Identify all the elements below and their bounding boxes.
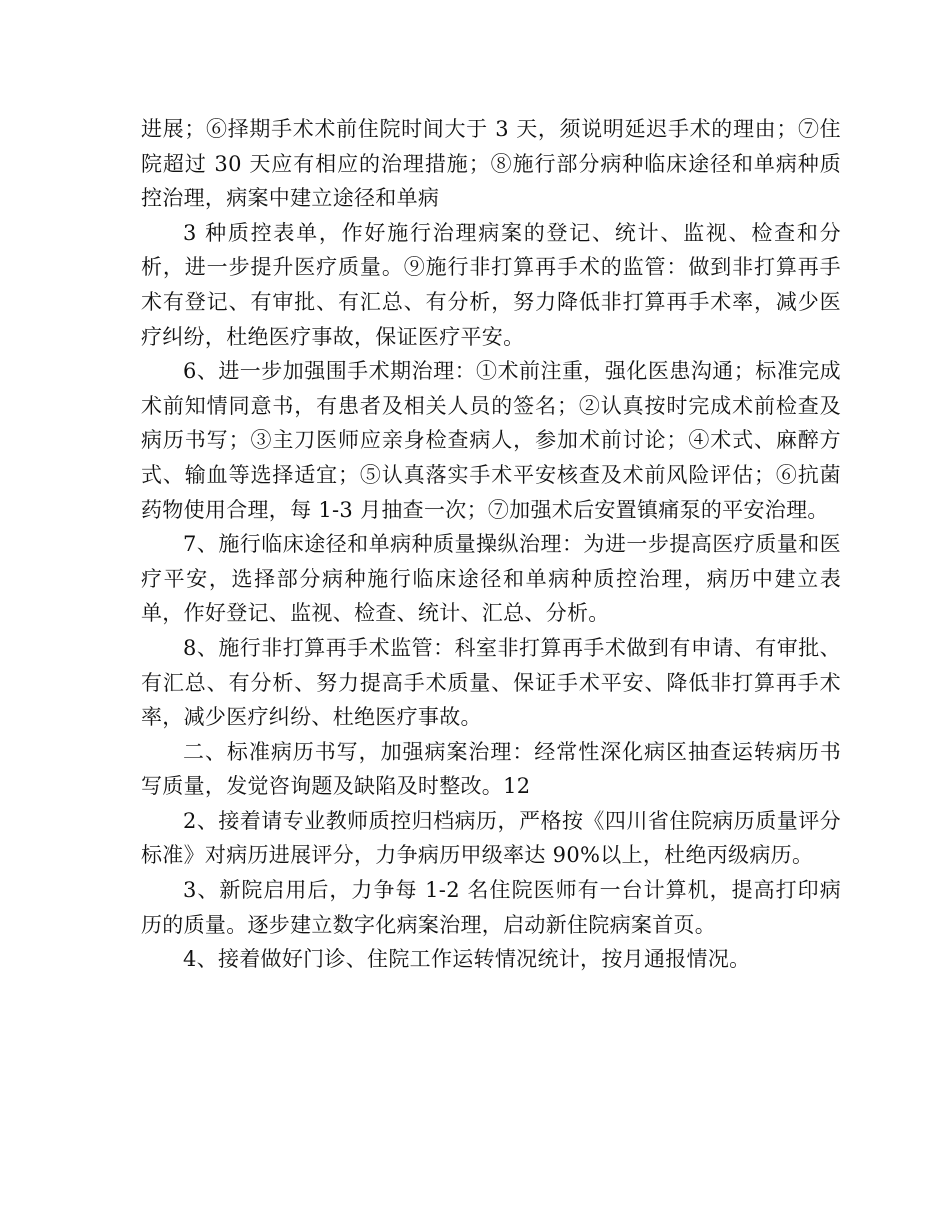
paragraph-5: 8、施行非打算再手术监管：科室非打算再手术做到有申请、有审批、有汇总、有分析、努力提高手术质量、保证手术平安、降低非打算再手术率，减少医疗纠纷、杜绝医疗事故。 — [141, 635, 841, 730]
document-body — [141, 112, 841, 977]
paragraph-9: 4、接着做好门诊、住院工作运转情况统计，按月通报情况。 — [183, 947, 751, 972]
paragraph-1: 进展；⑥择期手术术前住院时间大于 3 天，须说明延迟手术的理由；⑦住院超过 30 天应有相应的治理措施；⑧施行部分病种临床途径和单病种质控治理，病案中建立途径和单病 — [141, 117, 841, 211]
paragraph-6: 二、标准病历书写，加强病案治理：经常性深化病区抽查运转病历书写质量，发觉咨询题及缺陷及时整改。12 — [141, 739, 841, 799]
paragraph-4: 7、施行临床途径和单病种质量操纵治理：为进一步提高医疗质量和医疗平安，选择部分病种施行临床途径和单病种质控治理，病历中建立表单，作好登记、监视、检查、统计、汇总、分析。 — [141, 532, 841, 626]
paragraph-3: 6、进一步加强围手术期治理：①术前注重，强化医患沟通；标准完成术前知情同意书，有患者及相关人员的签名；②认真按时完成术前检查及病历书写；③主刀医师应亲身检查病人，参加术前讨论；④术式、麻醉方式、输血等选择适宜；⑤认真落实手术平安核查及术前风险评估；⑥抗菌药物使用合理，每 1-3 月抽查一次；⑦加强术后安置镇痛泵的平安治理。 — [141, 359, 841, 522]
paragraph-7: 2、接着请专业教师质控归档病历，严格按《四川省住院病历质量评分标准》对病历进展评分，力争病历甲级率达 90%以上，杜绝丙级病历。 — [141, 808, 841, 868]
paragraph-8: 3、新院启用后，力争每 1-2 名住院医师有一台计算机，提高打印病历的质量。逐步建立数字化病案治理，启动新住院病案首页。 — [141, 878, 841, 937]
paragraph-2: 3 种质控表单，作好施行治理病案的登记、统计、监视、检查和分析，进一步提升医疗质量。⑨施行非打算再手术的监管：做到非打算再手术有登记、有审批、有汇总、有分析，努力降低非打算再手术率，减少医疗纠纷，杜绝医疗事故，保证医疗平安。 — [141, 220, 841, 349]
